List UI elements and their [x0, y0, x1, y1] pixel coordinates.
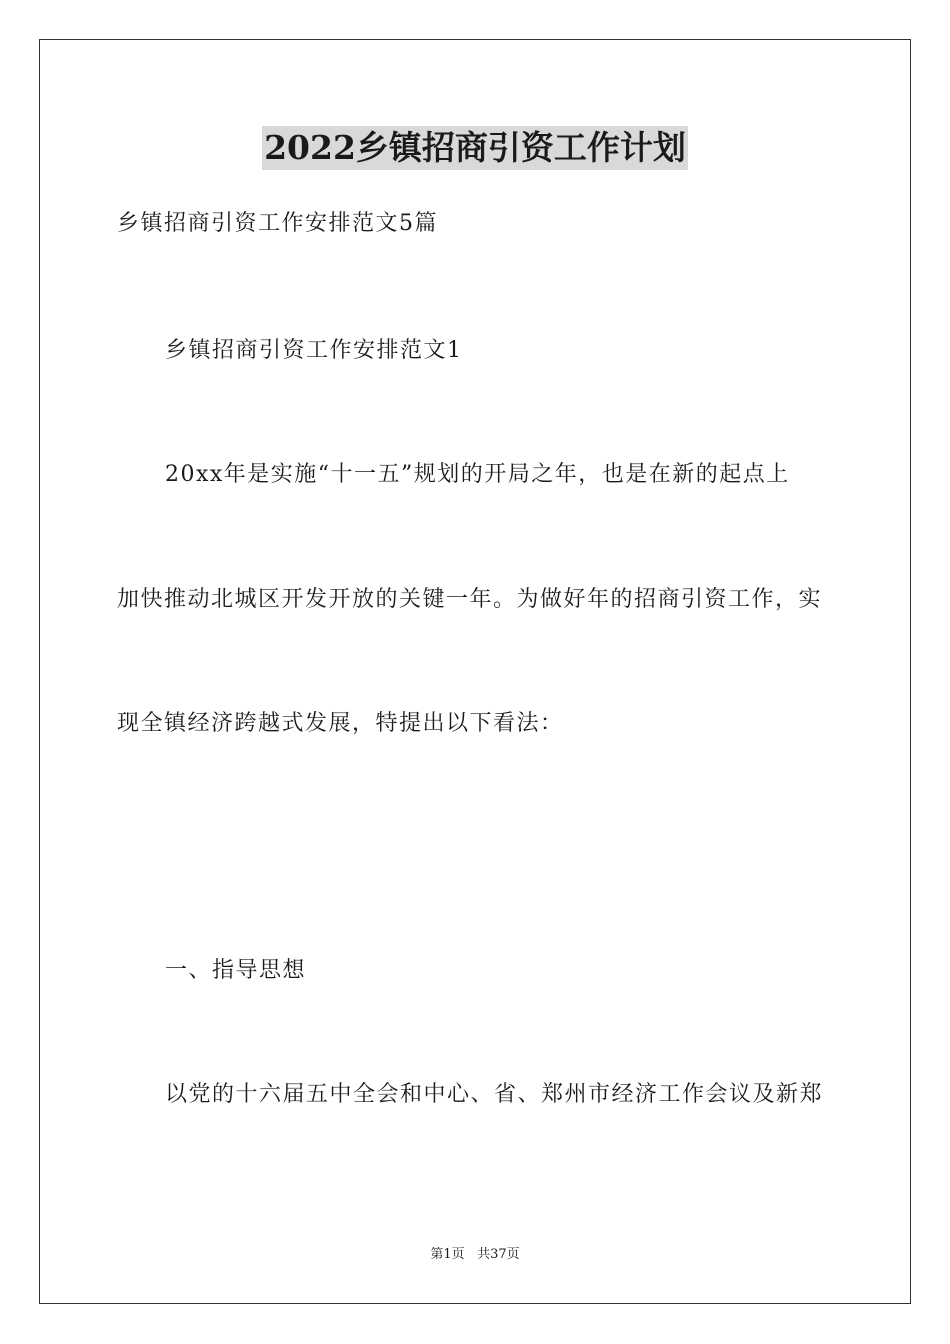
paragraph-line: 20xx年是实施“十一五”规划的开局之年，也是在新的起点上	[165, 462, 790, 487]
document-subtitle: 乡镇招商引资工作安排范文5篇	[117, 211, 438, 236]
paragraph-line: 现全镇经济跨越式发展，特提出以下看法：	[117, 711, 564, 736]
paragraph-line: 加快推动北城区开发开放的关键一年。为做好年的招商引资工作，实	[117, 587, 823, 612]
paragraph-line: 以党的十六届五中全会和中心、省、郑州市经济工作会议及新郑	[165, 1082, 824, 1107]
heading-guiding-thought: 一、指导思想	[165, 958, 307, 983]
title-container	[0, 126, 950, 170]
page-footer	[0, 1246, 950, 1264]
page-total: 共37页	[477, 1247, 520, 1262]
section-heading: 乡镇招商引资工作安排范文1	[165, 338, 463, 363]
page-number: 第1页	[430, 1247, 465, 1262]
document-title: 2022乡镇招商引资工作计划	[262, 126, 688, 170]
